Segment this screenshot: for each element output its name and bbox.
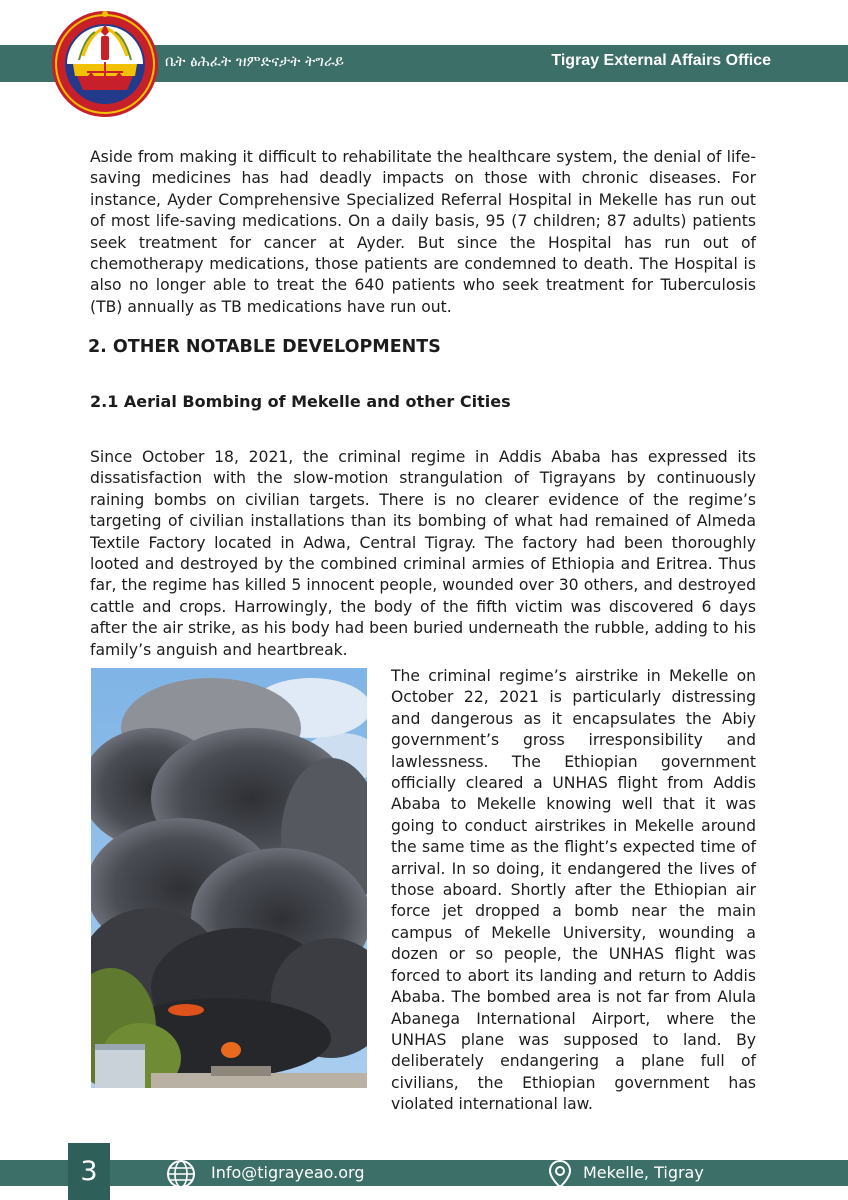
footer-email-link[interactable]: Info@tigrayeao.org	[211, 1163, 365, 1182]
subsection-heading: 2.1 Aerial Bombing of Mekelle and other Cities	[90, 392, 511, 411]
paragraph-mekelle-airstrike: The criminal regime’s airstrike in Mekelle on October 22, 2021 is particularly distressing and dangerous as it encapsulates the Abiy government’s gross irresponsibility and lawlessness. The Ethiopian government officially cleared a UNHAS flight from Addis Ababa to Mekelle knowing well that it was going to conduct airstrikes in Mekelle around the same time as the flight’s expected time of arrival. In so doing, it endangered the lives of those aboard. Shortly after the Ethiopian air force jet dropped a bomb near the main campus of Mekelle University, wounding a dozen or so people, the UNHAS flight was forced to abort its landing and return to Addis Ababa. The bombed area is not far from Alula Abanega International Airport, where the UNHAS plane was supposed to land. By deliberately endangering a plane full of civilians, the Ethiopian government has violated international law.	[391, 667, 756, 1114]
page-number: 3	[68, 1143, 110, 1200]
tigray-emblem-logo	[51, 10, 159, 118]
footer-bar	[0, 1160, 848, 1186]
header-ethiopic-title: ቤት ፅሕፈት ዝምድናታት ትግራይ	[165, 52, 344, 70]
paragraph-aerial-bombing: Since October 18, 2021, the criminal regime in Addis Ababa has expressed its dissatisfaction with the slow-motion strangulation of Tigrayans by continuously raining bombs on civilian targets. There is no clearer evidence of the regime’s targeting of civilian installations than its bombing of what had remained of Almeda Textile Factory located in Adwa, Central Tigray. The factory had been thoroughly looted and destroyed by the combined criminal armies of Ethiopia and Eritrea. Thus far, the regime has killed 5 innocent people, wounded over 30 others, and destroyed cattle and crops. Harrowingly, the body of the fifth victim was discovered 6 days after the air strike, as his body had been buried underneath the rubble, adding to his family’s anguish and heartbreak.	[90, 448, 756, 659]
paragraph-healthcare-medicines: Aside from making it difficult to rehabilitate the healthcare system, the denial of life-saving medicines has had deadly impacts on those with chronic diseases. For instance, Ayder Comprehensive Specialized Referral Hospital in Mekelle has run out of most life-saving medications. On a daily basis, 95 (7 children; 87 adults) patients seek treatment for cancer at Ayder. But since the Hospital has run out of chemotherapy medications, those patients are condemned to death. The Hospital is also no longer able to treat the 640 patients who seek treatment for Tuberculosis (TB) annually as TB medications have run out.	[90, 148, 756, 316]
globe-icon	[166, 1159, 196, 1189]
footer-location: Mekelle, Tigray	[583, 1163, 704, 1182]
section-heading: 2. OTHER NOTABLE DEVELOPMENTS	[88, 337, 441, 357]
map-pin-icon	[545, 1159, 575, 1189]
header-office-title: Tigray External Affairs Office	[551, 52, 771, 69]
airstrike-smoke-photo	[91, 668, 367, 1088]
